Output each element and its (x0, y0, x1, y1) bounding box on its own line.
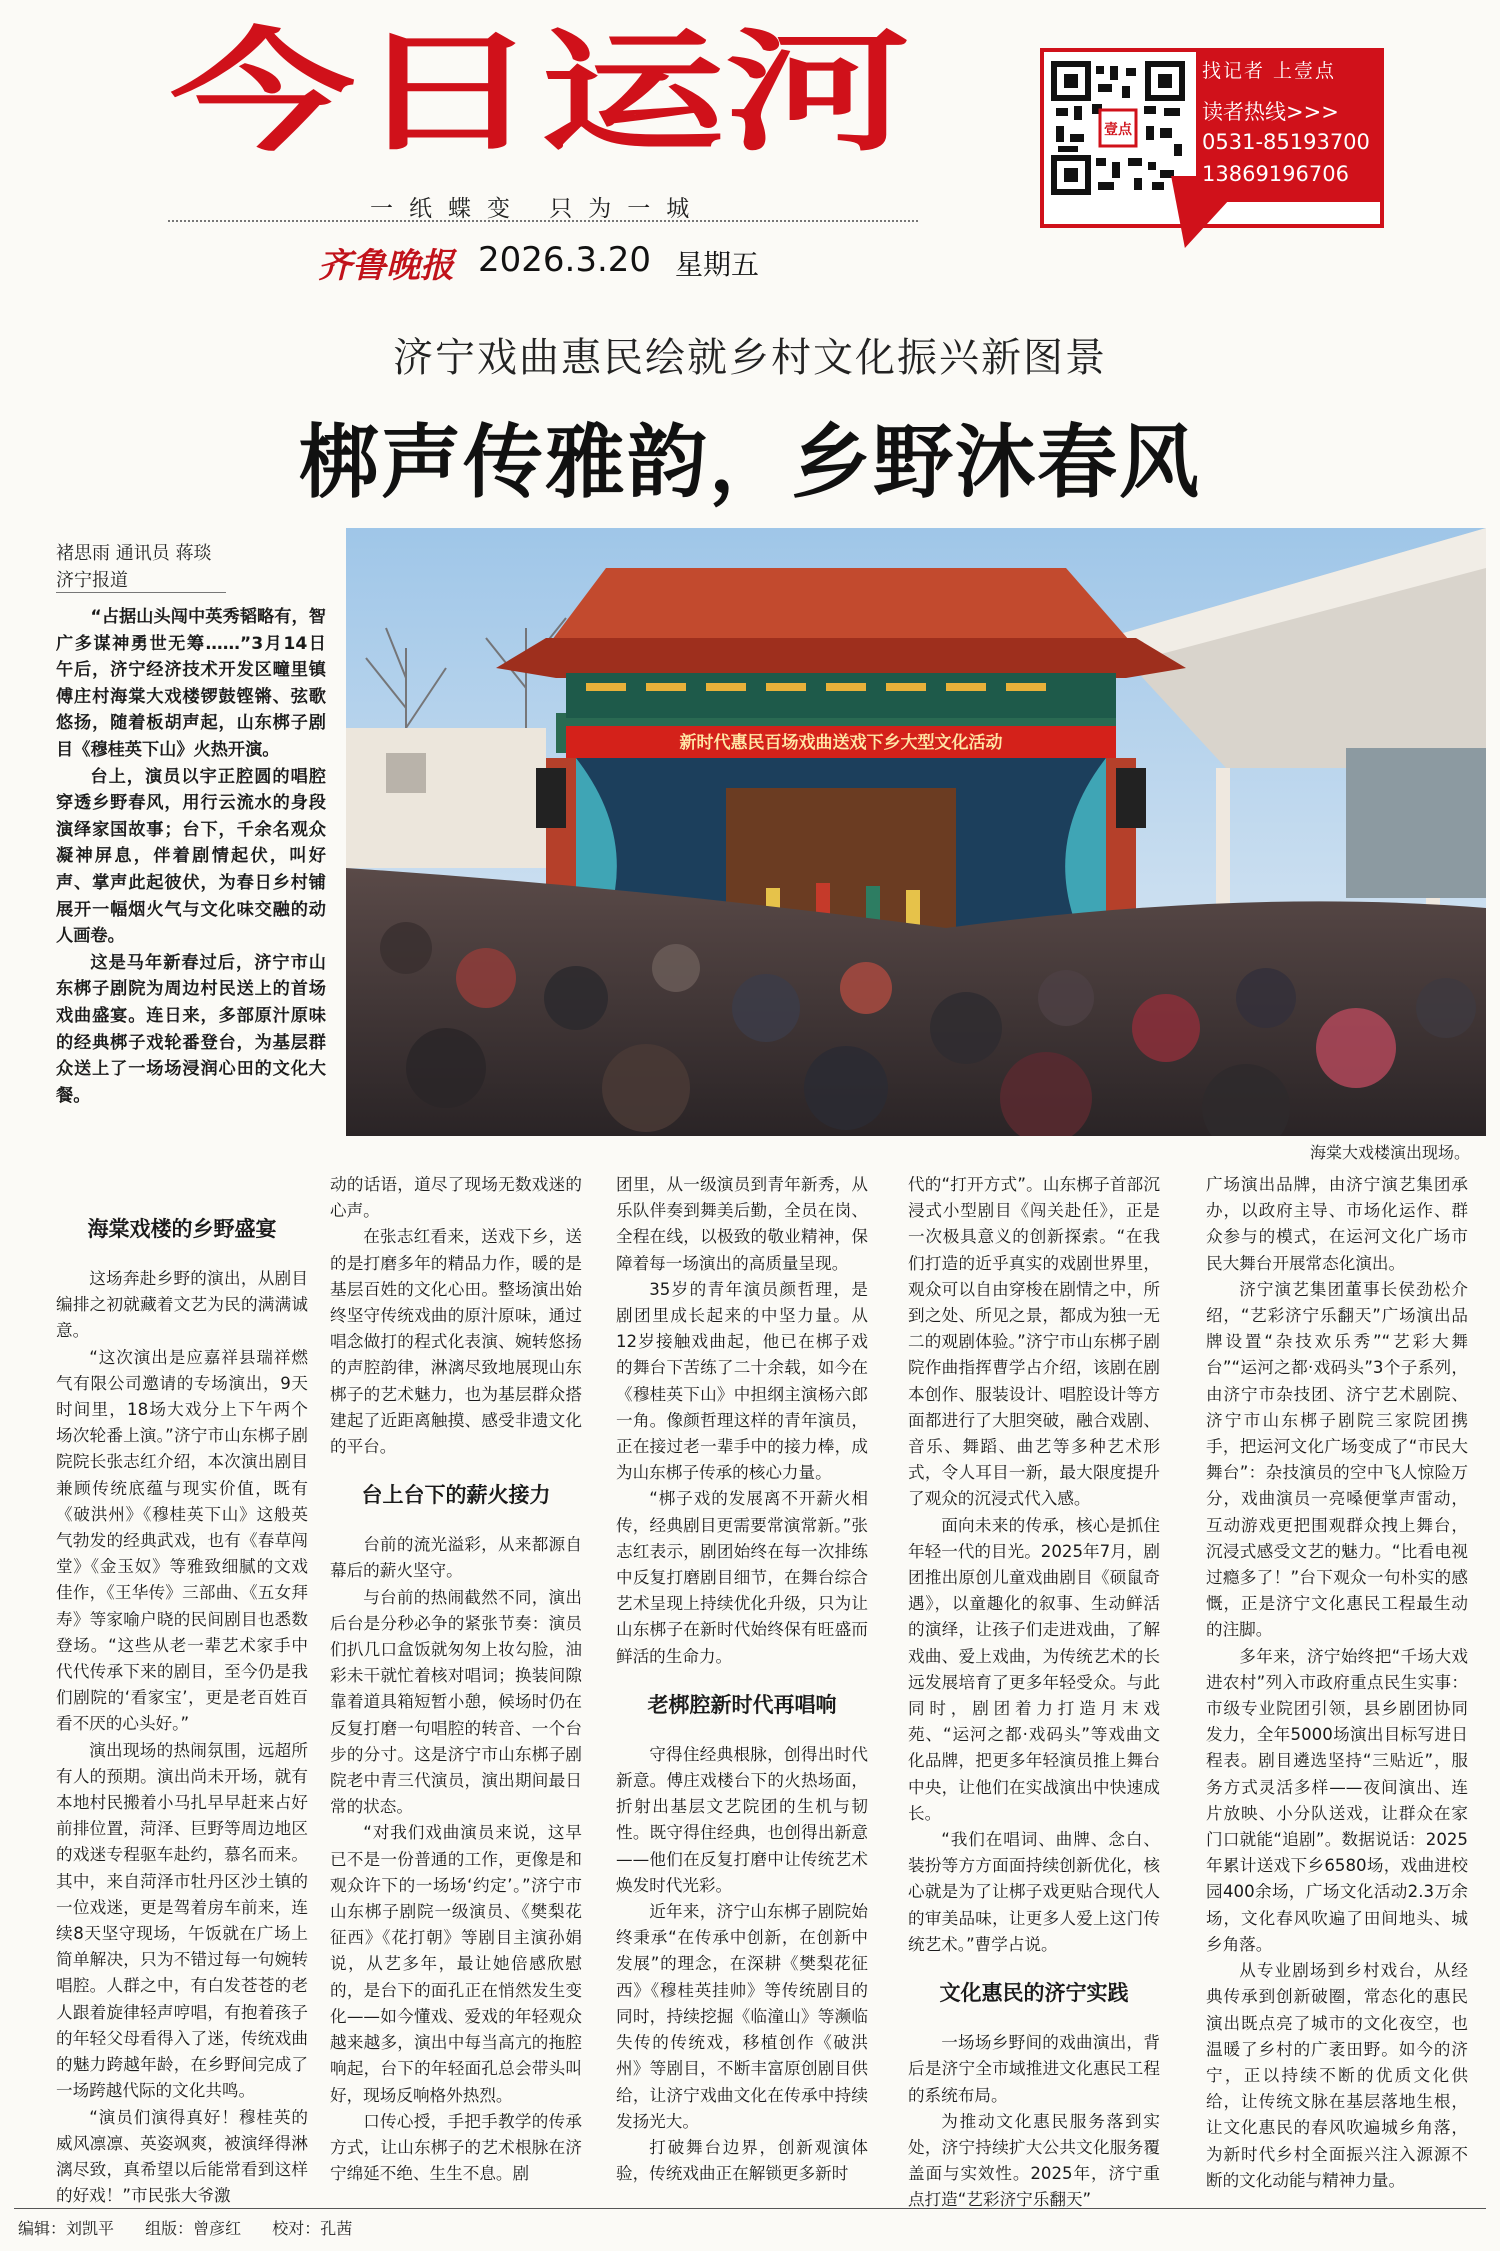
section-heading: 台上台下的薪火接力 (361, 1482, 551, 1508)
paragraph: 济宁演艺集团董事长侯劲松介绍，“艺彩济宁乐翻天”广场演出品牌设置“杂技欢乐秀”“艺彩大舞台”“运河之都·戏码头”3个子系列，由济宁市杂技团、济宁艺术剧院、济宁市山东梆子剧院三家院团携手，把运河文化广场变成了“市民大舞台”：杂技演员的空中飞人惊险万分，戏曲演员一亮嗓便掌声雷动，互动游戏更把围观群众拽上舞台，沉浸式感受文艺的魅力。“比看电视过瘾多了！”台下观众一句朴实的感慨，正是济宁文化惠民工程最生动的注脚。 (1206, 1279, 1468, 1640)
page-footer (18, 2216, 378, 2239)
paragraph: 团里，从一级演员到青年新秀，从乐队伴奏到舞美后勤，全员在岗、全程在线，以极致的敬业精神，保障着每一场演出的高质量呈现。 (616, 1175, 868, 1273)
article-column-5 (1206, 1172, 1468, 2194)
intro-paragraph: “占据山头闯中英秀韬略有，智广多谋神勇世无筹……”3月14日午后，济宁经济技术开发区疃里镇傅庄村海棠大戏楼锣鼓铿锵、弦歌悠扬，随着板胡声起，山东梆子剧目《穆桂英下山》火热开演。 (56, 607, 326, 760)
byline-location: 济宁报道 (56, 570, 128, 591)
paragraph: 在张志红看来，送戏下乡，送的是打磨多年的精品力作，暖的是基层百姓的文化心田。整场演出始终坚守传统戏曲的原汁原味，通过唱念做打的程式化表演、婉转悠扬的声腔韵律，淋漓尽致地展现山东梆子的艺术魅力，也为基层群众搭建起了近距离触摸、感受非遗文化的平台。 (330, 1227, 582, 1457)
masthead-logo (170, 22, 910, 152)
paragraph: 近年来，济宁山东梆子剧院始终秉承“在传承中创新，在创新中发展”的理念，在深耕《樊梨花征西》《穆桂英挂帅》等传统剧目的同时，持续挖掘《临潼山》等濒临失传的传统戏，移植创作《破洪州》等剧目，不断丰富原创剧目供给，让济宁戏曲文化在传承中持续发扬光大。 (616, 1902, 868, 2131)
byline-rule (56, 592, 226, 593)
intro-paragraph: 台上，演员以宇正腔圆的唱腔穿透乡野春风，用行云流水的身段演绎家国故事；台下，千余名观众凝神屏息，伴着剧情起伏，叫好声、掌声此起彼伏，为春日乡村铺展开一幅烟火气与文化味交融的动人画卷。 (56, 766, 326, 947)
section-heading: 老梆腔新时代再唱响 (647, 1691, 837, 1717)
paragraph: 打破舞台边界，创新观演体验，传统戏曲正在解锁更多新时 (616, 2137, 868, 2184)
paragraph: 为推动文化惠民服务落到实处，济宁持续扩大公共文化服务覆盖面与实效性。2025年，济宁重点打造“艺彩济宁乐翻天” (908, 2111, 1160, 2210)
stage-banner: 新时代惠民百场戏曲送戏下乡大型文化活动 (679, 733, 1003, 753)
paper-name: 齐鲁晚报 (318, 246, 454, 286)
paragraph: 演出现场的热闹氛围，远超所有人的预期。演出尚未开场，就有本地村民搬着小马扎早早赶来占好前排位置，菏泽、巨野等周边地区的戏迷专程驱车赴约，慕名而来。其中，来自菏泽市牡丹区沙土镇的一位戏迷，更是驾着房车前来，连续8天坚守现场，午饭就在广场上简单解决，只为不错过每一句婉转唱腔。人群之中，有白发苍苍的老人跟着旋律轻声哼唱，有抱着孩子的年轻父母看得入了迷，传统戏曲的魅力跨越年龄，在乡野间完成了一场跨越代际的文化共鸣。 (56, 1740, 308, 2101)
paragraph: “对我们戏曲演员来说，这早已不是一份普通的工作，更像是和观众许下的一场场‘约定’。”济宁市山东梆子剧院一级演员、《樊梨花征西》《花打朝》等剧目主演孙娟说，从艺多年，最让她倍感欣慰的，是台下的面孔正在悄然发生变化——如今懂戏、爱戏的年轻观众越来越多，演出中每当高亢的拖腔响起，台下的年轻面孔总会带头叫好，现场反响格外热烈。 (330, 1823, 582, 2105)
paragraph: “梆子戏的发展离不开薪火相传，经典剧目更需要常演常新。”张志红表示，剧团始终在每一次排练中反复打磨剧目细节，在舞台综合艺术呈现上持续优化升级，只为让山东梆子在新时代始终保有旺盛而鲜活的生命力。 (616, 1489, 868, 1666)
paragraph: 一场场乡野间的戏曲演出，背后是济宁全市域推进文化惠民工程的系统布局。 (908, 2033, 1160, 2105)
issue-weekday: 星期五 (675, 248, 760, 281)
article-kicker: 济宁戏曲惠民绘就乡村文化振兴新图景 (393, 335, 1107, 381)
section-heading: 文化惠民的济宁实践 (939, 1980, 1129, 2006)
paragraph: 广场演出品牌，由济宁演艺集团承办，以政府主导、市场化运作、群众参与的模式，在运河文化广场市民大舞台开展常态化演出。 (1206, 1175, 1468, 1273)
masthead-divider (168, 220, 918, 222)
paragraph: 动的话语，道尽了现场无数戏迷的心声。 (330, 1175, 582, 1221)
hotline-phone-2[interactable]: 13869196706 (1202, 162, 1349, 186)
hotline-label: 读者热线>>> (1202, 100, 1339, 124)
hotline-phone-1[interactable]: 0531-85193700 (1202, 130, 1370, 154)
qr-code-icon[interactable] (1048, 58, 1188, 198)
paragraph: 这场奔赴乡野的演出，从剧目编排之初就藏着文艺为民的满满诚意。 (56, 1269, 308, 1341)
issue-date: 2026.3.20 (478, 240, 652, 280)
photo-caption: 海棠大戏楼演出现场。 (1309, 1143, 1470, 1162)
paragraph: 与台前的热闹截然不同，演出后台是分秒必争的紧张节奏：演员们扒几口盒饭就匆匆上妆勾脸，油彩未干就忙着核对唱词；换装间隙靠着道具箱短暂小憩，候场时仍在反复打磨一句唱腔的转音、一个台步的分寸。这是济宁市山东梆子剧院老中青三代演员，演出期间最日常的状态。 (330, 1587, 582, 1817)
paragraph: 35岁的青年演员颜哲理，是剧团里成长起来的中坚力量。从12岁接触戏曲起，他已在梆子戏的舞台下苦练了二十余载，如今在《穆桂英下山》中担纲主演杨六郎一角。像颜哲理这样的青年演员，正在接过老一辈手中的接力棒，成为山东梆子传承的核心力量。 (616, 1279, 868, 1483)
paragraph: 多年来，济宁始终把“千场大戏进农村”列入市政府重点民生实事：市级专业院团引领，县乡剧团协同发力，全年5000场演出目标写进日程表。剧目遴选坚持“三贴近”，服务方式灵活多样——夜间演出、连片放映、小分队送戏，让群众在家门口就能“追剧”。数据说话：2025年累计送戏下乡6580场，戏曲进校园400余场，广场文化活动2.3万余场，文化春风吹遍了田间地头、城乡角落。 (1206, 1646, 1468, 1954)
paragraph: “演员们演得真好！穆桂英的威风凛凛、英姿飒爽，被演绎得淋漓尽致，真希望以后能常看到这样的好戏！”市民张大爷激 (56, 2107, 308, 2206)
paragraph: 从专业剧场到乡村戏台，从经典传承到创新破圈，常态化的惠民演出既点亮了城市的文化夜空，也温暖了乡村的广袤田野。如今的济宁，正以持续不断的优质文化供给，让传统文脉在基层落地生根，让文化惠民的春风吹遍城乡角落，为新时代乡村全面振兴注入源源不断的文化动能与精神力量。 (1206, 1961, 1468, 2190)
footer-rule (14, 2208, 1486, 2209)
paragraph: 台前的流光溢彩，从来都源自幕后的薪火坚守。 (330, 1535, 582, 1581)
paragraph: 代的“打开方式”。山东梆子首部沉浸式小型剧目《闯关赴任》，正是一次极具意义的创新探索。“在我们打造的近乎真实的戏剧世界里，观众可以自由穿梭在剧情之中，所到之处、所见之景，都成为独一无二的观剧体验。”济宁市山东梆子剧院作曲指挥曹学占介绍，该剧在剧本创作、服装设计、唱腔设计等方面都进行了大胆突破，融合戏剧、音乐、舞蹈、曲艺等多种艺术形式，令人耳目一新，最大限度提升了观众的沉浸式代入感。 (908, 1175, 1160, 1509)
footer-editor: 编辑：刘凯平 (18, 2219, 115, 2238)
footer-designer: 组版：曾彦红 (145, 2219, 242, 2238)
article-column-3 (616, 1172, 868, 2187)
paragraph: 口传心授，手把手教学的传承方式，让山东梆子的艺术根脉在济宁绵延不绝、生生不息。剧 (330, 2111, 582, 2184)
intro-paragraph: 这是马年新春过后，济宁市山东梆子剧院为周边村民送上的首场戏曲盛宴。连日来，多部原汁原味的经典梆子戏轮番登台，为基层群众送上了一场场浸润心田的文化大餐。 (56, 952, 326, 1106)
qr-label: 壹点 (1104, 122, 1132, 138)
paragraph: 守得住经典根脉，创得出时代新意。傅庄戏楼台下的火热场面，折射出基层文艺院团的生机与韧性。既守得住经典，也创得出新意——他们在反复打磨中让传统艺术焕发时代光彩。 (616, 1744, 868, 1895)
footer-proofreader: 校对：孔茜 (272, 2219, 353, 2238)
article-intro (56, 604, 326, 1109)
article-column-1 (56, 1172, 308, 2209)
paragraph: “这次演出是应嘉祥县瑞祥燃气有限公司邀请的专场演出，9天时间里，18场大戏分上下午两个场次轮番上演。”济宁市山东梆子剧院院长张志红介绍，本次演出剧目兼顾传统底蕴与现实价值，既有《破洪州》《穆桂英下山》这般英气勃发的经典武戏，也有《春草闯堂》《金玉奴》等雅致细腻的文戏佳作，《王华传》三部曲、《五女拜寿》等家喻户晓的民间剧目也悉数登场。“这些从老一辈艺术家手中代代传承下来的剧目，至今仍是我们剧院的‘看家宝’，更是老百姓百看不厌的心头好。” (56, 1347, 308, 1734)
article-column-4 (908, 1172, 1160, 2214)
article-byline (56, 540, 326, 594)
byline-reporters: 褚思雨 通讯员 蒋琰 (56, 543, 212, 564)
stage-photo (346, 528, 1486, 1136)
paragraph: “我们在唱词、曲牌、念白、装扮等方方面面持续创新优化，核心就是为了让梆子戏更贴合现代人的审美品味，让更多人爱上这门传统艺术。”曹学占说。 (908, 1830, 1160, 1954)
masthead-slogan: 一纸蝶变 只为一城 (370, 196, 706, 222)
article-column-2 (330, 1172, 582, 2187)
paragraph: 面向未来的传承，核心是抓住年轻一代的目光。2025年7月，剧团推出原创儿童戏曲剧目《硕鼠奇遇》，以童趣化的叙事、生动鲜活的演绎，让孩子们走进戏曲，了解戏曲、爱上戏曲，为传统艺术的长远发展培育了更多年轻受众。与此同时，剧团着力打造月末戏苑、“运河之都·戏码头”等戏曲文化品牌，把更多年轻演员推上舞台中央，让他们在实战演出中快速成长。 (908, 1515, 1160, 1823)
masthead-title: 今日运河 (170, 22, 910, 152)
hotline-slogan: 找记者 上壹点 (1202, 60, 1337, 82)
section-heading: 海棠戏楼的乡野盛宴 (87, 1216, 277, 1241)
article-headline: 梆声传雅韵，乡野沐春风 (299, 415, 1201, 509)
